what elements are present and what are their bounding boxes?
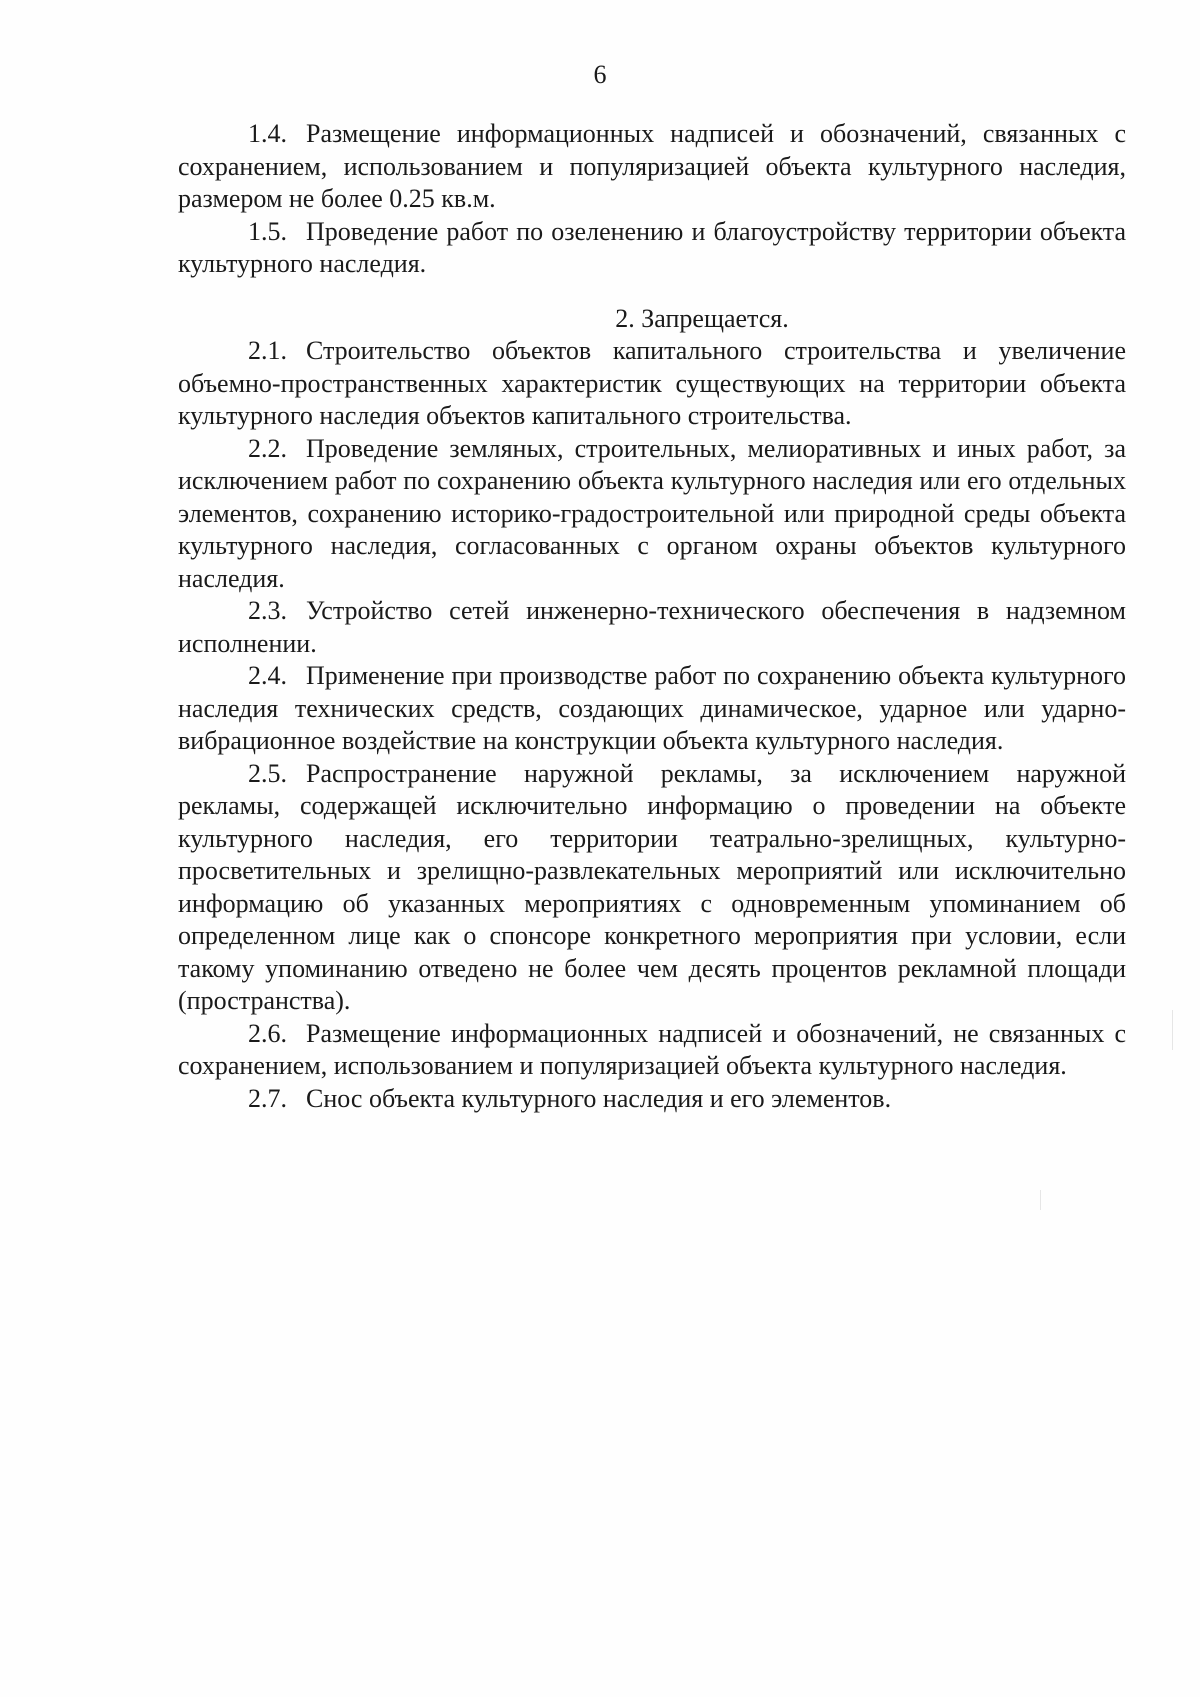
item-number: 2.5.: [248, 758, 287, 788]
item-text: Применение при производстве работ по сохранению объекта культурного наследия технических средств, создающих динамическое, ударное или ударно-вибрационное воздействие на конструкции объекта культурного наследия.: [178, 661, 1126, 755]
item-text: Снос объекта культурного наследия и его элементов.: [306, 1083, 892, 1113]
item-number: 2.4.: [248, 661, 287, 690]
page-number: 6: [593, 60, 607, 89]
item-text: Распространение наружной рекламы, за исключением наружной рекламы, содержащей исключительно информацию о проведении на объекте культурного наследия, его территории театрально-зрелищных, культурно-просветительных и зрелищно-развлекательных мероприятий или исключительно информацию об указанных мероприятиях с одновременным упоминанием об определенном лице как о спонсоре конкретного мероприятия при условии, если такому упоминанию отведено не более чем десять процентов рекламной площади (пространства).: [178, 758, 1126, 1015]
item-number: 1.4.: [248, 119, 287, 148]
item-number: 2.6.: [248, 1018, 287, 1048]
paragraph-1-4: [178, 118, 1126, 216]
item-number: 2.2.: [248, 433, 287, 463]
section-heading: 2. Запрещается.: [615, 303, 789, 333]
paragraph-2-7: [178, 1083, 1126, 1116]
paragraph-2-6: [178, 1018, 1126, 1083]
item-text: Размещение информационных надписей и обозначений, не связанных с сохранением, использованием и популяризацией объекта культурного наследия.: [178, 1018, 1126, 1080]
paragraph-1-5: [178, 216, 1126, 281]
scan-artifact: [1040, 1190, 1041, 1210]
paragraph-2-4: [178, 660, 1126, 758]
paragraph-2-3: [178, 595, 1126, 660]
paragraph-2-1: [178, 335, 1126, 433]
item-text: Строительство объектов капитального строительства и увеличение объемно-пространственных характеристик существующих на территории объекта культурного наследия объектов капитального строительства.: [178, 336, 1126, 430]
paragraph-2-2: [178, 433, 1126, 596]
item-text: Проведение земляных, строительных, мелиоративных и иных работ, за исключением работ по сохранению объекта культурного наследия или его отдельных элементов, сохранению историко-градостроительной или природной среды объекта культурного наследия, согласованных с органом охраны объектов культурного наследия.: [178, 433, 1126, 593]
paragraph-2-5: [178, 758, 1126, 1018]
item-text: Проведение работ по озеленению и благоустройству территории объекта культурного наследия.: [178, 216, 1126, 278]
item-number: 2.7.: [248, 1083, 287, 1113]
document-body: [178, 118, 1126, 1115]
item-text: Устройство сетей инженерно-технического обеспечения в надземном исполнении.: [178, 596, 1126, 658]
item-number: 1.5.: [248, 216, 287, 246]
item-number: 2.3.: [248, 596, 287, 625]
item-number: 2.1.: [248, 336, 287, 365]
item-text: Размещение информационных надписей и обозначений, связанных с сохранением, использованием и популяризацией объекта культурного наследия, размером не более 0.25 кв.м.: [178, 119, 1126, 213]
scan-artifact: [1172, 1010, 1173, 1050]
